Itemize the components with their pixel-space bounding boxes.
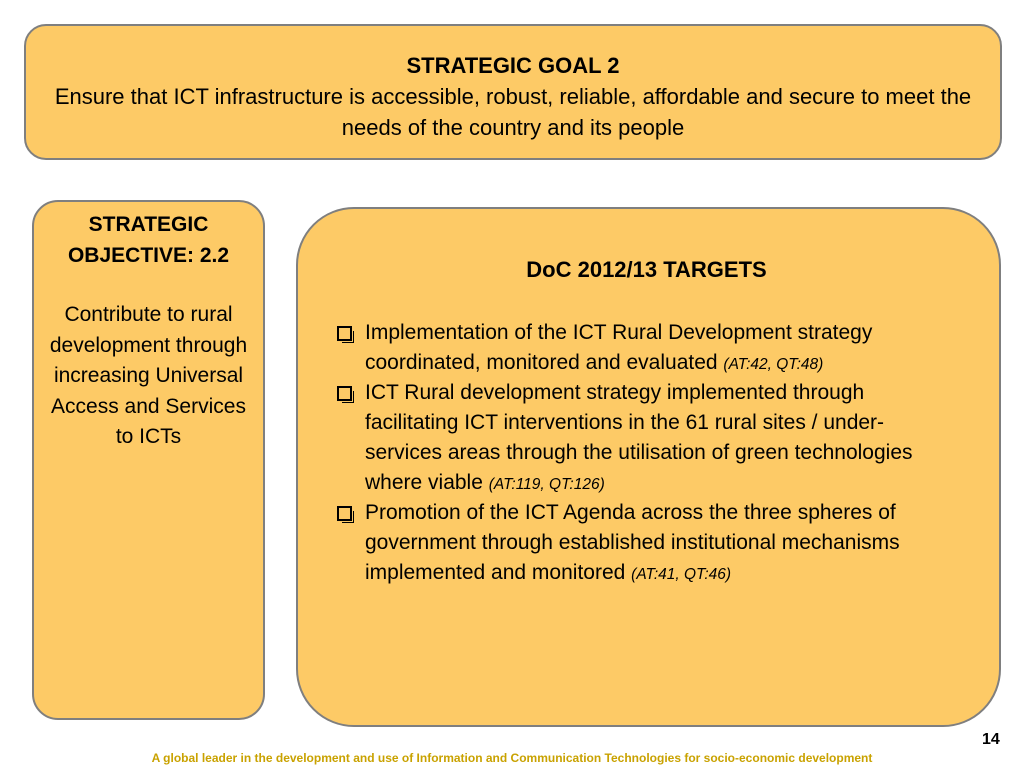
checkbox-bullet-icon: [337, 326, 352, 341]
target-reference: (AT:41, QT:46): [631, 566, 732, 583]
target-text: Implementation of the ICT Rural Development strategy coordinated, monitored and evaluated: [365, 321, 873, 374]
target-text: Promotion of the ICT Agenda across the three spheres of government through established institutional mechanisms implemented and monitored: [365, 501, 900, 584]
strategic-goal-heading: STRATEGIC GOAL 2: [406, 53, 620, 78]
checkbox-bullet-icon: [337, 506, 352, 521]
target-reference: (AT:42, QT:48): [723, 356, 824, 373]
target-reference: (AT:119, QT:126): [488, 476, 605, 493]
targets-box: [296, 207, 1001, 727]
strategic-goal-text: Ensure that ICT infrastructure is accessible, robust, reliable, affordable and secure to meet the needs of the country and its people: [54, 84, 972, 140]
strategic-objective-text: Contribute to rural development through increasing Universal Access and Services to ICTs: [49, 303, 248, 448]
strategic-objective-box: [32, 200, 265, 720]
targets-list: [334, 318, 959, 588]
page-number: 14: [982, 731, 1000, 748]
checkbox-bullet-icon: [337, 386, 352, 401]
strategic-goal-box: [24, 24, 1002, 160]
footer-tagline: A global leader in the development and use of Information and Communication Technologies for socio-economic development: [151, 751, 873, 765]
target-item: [334, 318, 959, 378]
target-item: [334, 498, 959, 588]
target-text: ICT Rural development strategy implemented through facilitating ICT interventions in the 61 rural sites / under-services areas through the utilisation of green technologies where viable: [365, 381, 913, 494]
target-item: [334, 378, 959, 498]
objective-spacer: [44, 271, 253, 300]
strategic-objective-heading: STRATEGIC OBJECTIVE: 2.2: [67, 213, 230, 267]
targets-title: DoC 2012/13 TARGETS: [526, 257, 767, 282]
